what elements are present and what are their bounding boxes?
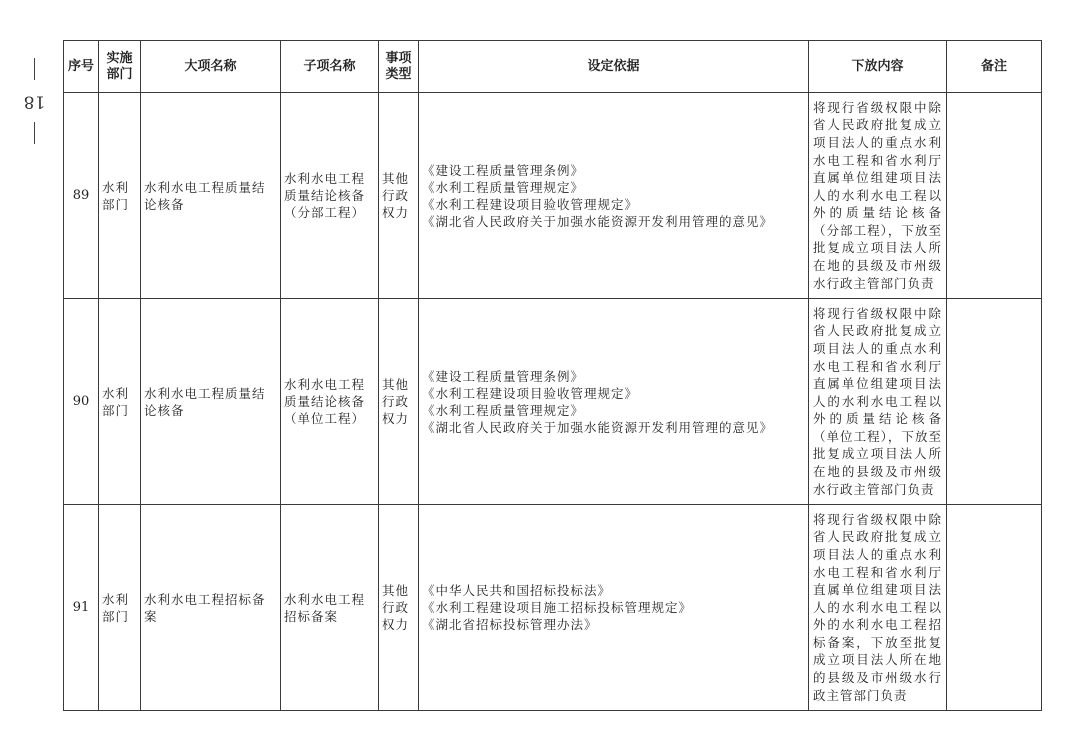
basis-line: 《水利工程建设项目验收管理规定》: [422, 196, 639, 212]
basis-line: 《水利工程质量管理规定》: [422, 179, 585, 195]
row-delegated-content: 将现行省级权限中除省人民政府批复成立项目法人的重点水利水电工程和省水利厅直属单位组建项目法人的水利水电工程以外的质量结论核备（分部工程），下放至批复成立项目法人所在地的县级及市州级水行政主管部门负责: [809, 93, 947, 299]
basis-line: 《湖北省招标投标管理办法》: [422, 617, 598, 632]
row-major-item: 水利水电工程质量结论核备: [141, 93, 281, 299]
table-header-row: [64, 41, 1042, 93]
row-department: 水利部门: [99, 93, 141, 299]
row-sub-item: 水利水电工程质量结论核备（分部工程）: [281, 93, 379, 299]
basis-line: 《水利工程建设项目施工招标投标管理规定》: [422, 600, 693, 615]
row-index: 90: [64, 299, 99, 505]
row-major-item: 水利水电工程招标备案: [141, 505, 281, 711]
page-number-dash-top: [34, 58, 35, 80]
table-row: [64, 299, 1042, 505]
row-major-item: 水利水电工程质量结论核备: [141, 299, 281, 505]
page-number-text: 18: [23, 91, 45, 112]
row-delegated-content: 将现行省级权限中除省人民政府批复成立项目法人的重点水利水电工程和省水利厅直属单位组建项目法人的水利水电工程以外的质量结论核备（单位工程），下放至批复成立项目法人所在地的县级及市州级水行政主管部门负责: [809, 299, 947, 505]
table-row: [64, 505, 1042, 711]
row-legal-basis: [419, 505, 809, 711]
row-legal-basis: [419, 299, 809, 505]
basis-line: 《湖北省人民政府关于加强水能资源开发利用管理的意见》: [422, 213, 774, 229]
header-department: 实施部门: [99, 41, 141, 93]
delegation-table: [63, 40, 1042, 711]
row-item-type: 其他行政权力: [379, 505, 419, 711]
basis-line: 《中华人民共和国招标投标法》: [422, 583, 612, 598]
basis-line: 《水利工程质量管理规定》: [422, 402, 585, 418]
header-legal-basis: 设定依据: [419, 41, 809, 93]
row-item-type: 其他行政权力: [379, 93, 419, 299]
page-number-dash-bottom: [34, 122, 35, 144]
header-remark: 备注: [947, 41, 1042, 93]
row-department: 水利部门: [99, 505, 141, 711]
row-remark: [947, 93, 1042, 299]
header-major-item: 大项名称: [141, 41, 281, 93]
row-legal-basis: [419, 93, 809, 299]
table-row: [64, 93, 1042, 299]
row-delegated-content: 将现行省级权限中除省人民政府批复成立项目法人的重点水利水电工程和省水利厅直属单位组建项目法人的水利水电工程以外的水利水电工程招标备案，下放至批复成立项目法人所在地的县级及市州级水行政主管部门负责: [809, 505, 947, 711]
row-index: 89: [64, 93, 99, 299]
basis-line: 《湖北省人民政府关于加强水能资源开发利用管理的意见》: [422, 419, 774, 435]
header-delegated-content: 下放内容: [809, 41, 947, 93]
basis-line: 《建设工程质量管理条例》: [422, 368, 585, 384]
page-number: [22, 58, 46, 144]
row-sub-item: 水利水电工程质量结论核备（单位工程）: [281, 299, 379, 505]
row-department: 水利部门: [99, 299, 141, 505]
header-item-type: 事项类型: [379, 41, 419, 93]
basis-line: 《水利工程建设项目验收管理规定》: [422, 385, 639, 401]
header-index: 序号: [64, 41, 99, 93]
row-remark: [947, 505, 1042, 711]
row-remark: [947, 299, 1042, 505]
row-item-type: 其他行政权力: [379, 299, 419, 505]
header-sub-item: 子项名称: [281, 41, 379, 93]
row-index: 91: [64, 505, 99, 711]
basis-line: 《建设工程质量管理条例》: [422, 162, 585, 178]
row-sub-item: 水利水电工程招标备案: [281, 505, 379, 711]
